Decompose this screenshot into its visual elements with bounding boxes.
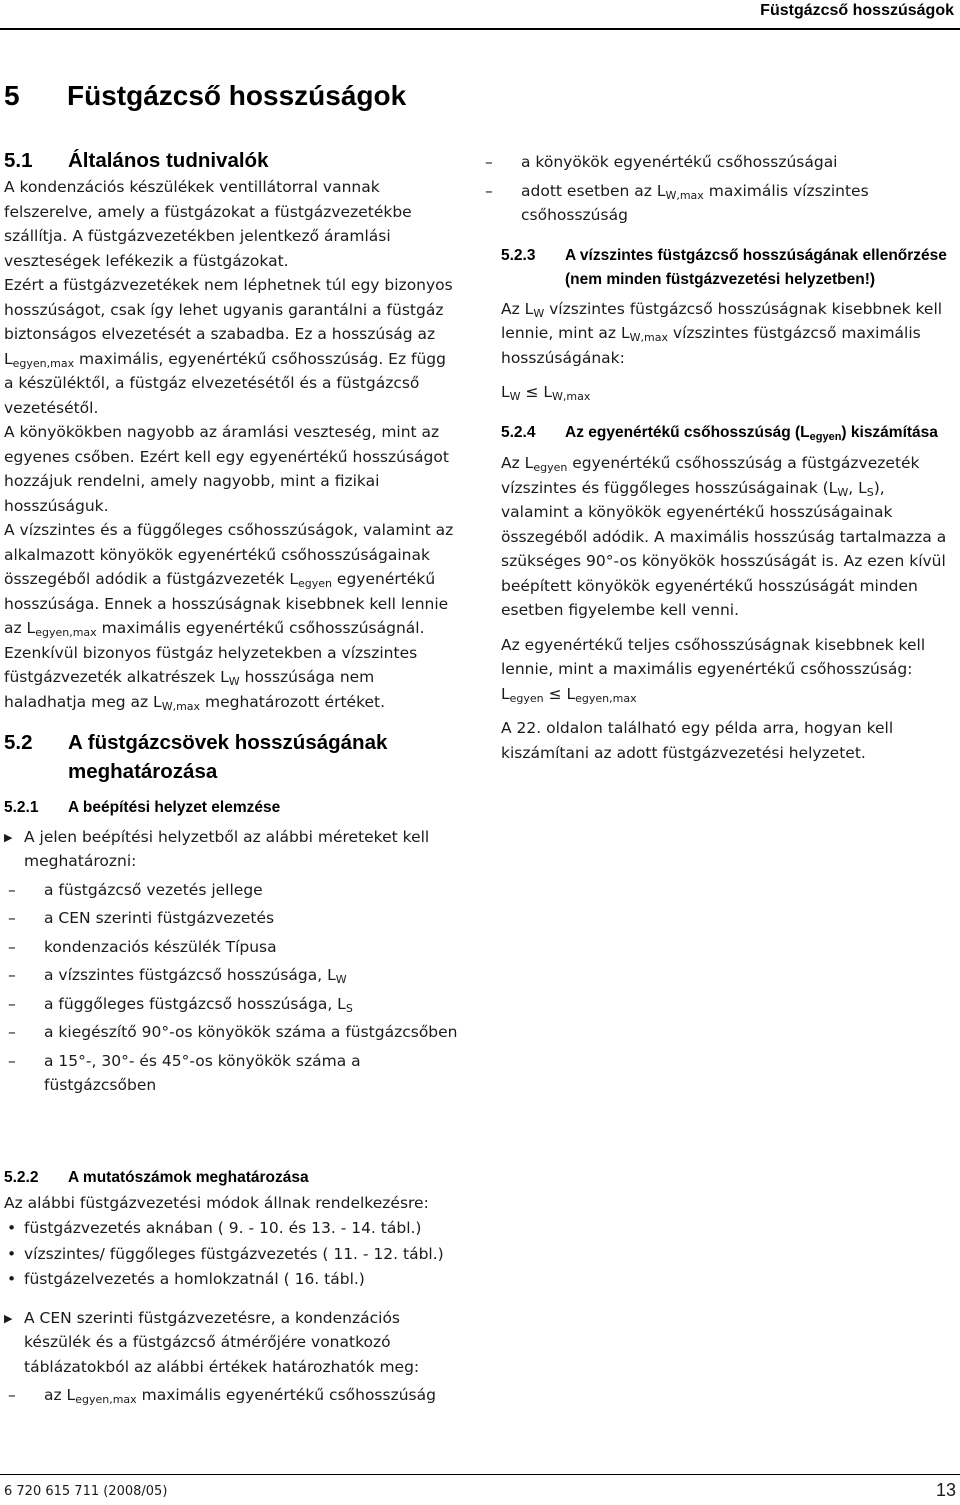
step-item: ▶ A jelen beépítési helyzetből az alábbi méreteket kell meghatározni: [4, 825, 459, 874]
s51-paragraph-2: Ezért a füstgázvezetékek nem léphetnek túl egy bizonyos hosszúságot, csak így lehet ugyanis garantálni a füstgáz biztonságos elvezetését a szabadba. Ez a hosszúság az $L_{egyen,max}$ maximális, egyenértékű csőhosszúság. Ez függ a készüléktől, a füstgáz elvezetésétől és a füstgázcső vezetésétől. [4, 276, 453, 417]
section-number: 5.2.2 [4, 1169, 39, 1186]
s524-paragraph-1: Az $L_{egyen}$ egyenértékű csőhosszúság a füstgázvezeték vízszintes és függőleges hosszúságainak ($L_W$, $L_S$), valamint a könyökök egyenértékű hosszúságainak összegéből adódik. A maximális hosszúság tartalmazza a szükséges 90°-os könyökök hosszúságát is. Az ezen kívül beépített könyökök egyenértékű hosszúságát minden esetben figyelembe kell venni. [501, 454, 947, 619]
section-title: A vízszintes füstgázcső hosszúságának ellenőrzése (nem minden füstgázvezetési helyzetben!) [565, 246, 947, 288]
section-title: A beépítési helyzet elemzése [68, 799, 281, 816]
s51-paragraph-5: Ezenkívül bizonyos füstgáz helyzetekben a vízszintes füstgázvezeték alkatrészek $L_W$ hosszúsága nem haladhatja meg az $L_{W,max}$ meghatározott értéket. [4, 643, 418, 713]
chapter-heading [4, 80, 406, 112]
list-item: – a függőleges füstgázcső hosszúsága, $L_S$ [4, 992, 459, 1017]
section-number: 5.2.3 [501, 246, 536, 264]
triangle-bullet-icon: ▶ [4, 1311, 13, 1325]
s51-paragraph-4: A vízszintes és a függőleges csőhosszúságok, valamint az alkalmazott könyökök egyenértékű csőhosszúságainak összegéből adódik a füstgázvezeték $L_{egyen}$ egyenértékű hosszúsága. Ennek a hosszúságnak kisebbnek kell lennie az $L_{egyen,max}$ maximális egyenértékű csőhosszúságnál. [4, 521, 454, 639]
section-number: 5.1 [4, 149, 33, 172]
list-item: – az $L_{egyen,max}$ maximális egyenértékű csőhosszúság [4, 1383, 459, 1408]
s524-paragraph-3: A 22. oldalon található egy példa arra, hogyan kell kiszámítani az adott füstgázvezetési helyzetet. [501, 719, 894, 762]
list-item: – a CEN szerinti füstgázvezetés [4, 906, 459, 931]
dash-icon: – [8, 1386, 16, 1404]
section-number: 5.2 [4, 731, 33, 754]
section-5-2-heading [4, 728, 459, 786]
section-5-2-2-heading [4, 1166, 459, 1191]
footer-rule [0, 1474, 960, 1475]
left-column [4, 146, 459, 1098]
dash-icon: – [8, 966, 16, 984]
dash-icon: – [8, 880, 16, 899]
dash-icon: – [8, 1023, 16, 1041]
section-number: 5.2.1 [4, 799, 39, 816]
section-5-2-4-heading [501, 421, 956, 446]
measurement-list [4, 878, 459, 1098]
s523-formula: $L_W \le L_{W,max}$ [501, 383, 591, 403]
dash-icon: – [8, 994, 16, 1013]
list-item: • vízszintes/ függőleges füstgázvezetés ( 11. - 12. tábl.) [4, 1242, 459, 1267]
page-number: 13 [935, 1480, 956, 1500]
list-item: – a vízszintes füstgázcső hosszúsága, $L_W$ [4, 963, 459, 988]
step-item: ▶ A CEN szerinti füstgázvezetésre, a kondenzációs készülék és a füstgázcső átmérőjére vonatkozó táblázatokból az alábbi értékek határozhatók meg: [4, 1306, 459, 1380]
list-item: – kondenzaciós készülék Típusa [4, 935, 459, 960]
dash-icon: – [8, 909, 16, 927]
s524-paragraph-2: Az egyenértékű teljes csőhosszúságnak kisebbnek kell lennie, mint a maximális egyenértékű csőhosszúság: [501, 635, 926, 678]
s524-formula: $L_{egyen} \le L_{egyen,max}$ [501, 684, 637, 705]
list-item: • füstgázvezetés aknában ( 9. - 10. és 13. - 14. tábl.) [4, 1216, 459, 1241]
flue-mode-list [4, 1216, 459, 1292]
section-title: A mutatószámok meghatározása [68, 1169, 309, 1186]
dash-icon: – [485, 153, 493, 171]
right-column [485, 150, 956, 765]
bullet-icon: • [7, 1244, 17, 1263]
s523-paragraph: Az $L_W$ vízszintes füstgázcső hosszúságnak kisebbnek kell lennie, mint az $L_{W,max}$ vízszintes füstgázcső maximális hosszúságának: [501, 299, 943, 367]
running-header: Füstgázcső hosszúságok [760, 2, 954, 19]
list-item: – a könyökök egyenértékű csőhosszúságai [461, 150, 956, 175]
dash-icon: – [485, 181, 493, 200]
chapter-title: Füstgázcső hosszúságok [67, 80, 407, 111]
section-5-1-heading [4, 146, 459, 175]
dash-icon: – [8, 1051, 16, 1070]
section-title: Az egyenértékű csőhosszúság $(L_{egyen})$ kiszámítása [565, 423, 938, 443]
left-column-lower [4, 1166, 459, 1408]
section-number: 5.2.4 [501, 423, 536, 441]
bullet-icon: • [7, 1219, 17, 1237]
s51-paragraph-1: A kondenzációs készülékek ventillátorral vannak felszerelve, amely a füstgázokat a füstgázvezetékbe szállítja. A füstgázvezetékben jelentkező áramlási veszteségek lefékezik a füstgázokat. [4, 178, 412, 270]
list-item: – adott esetben az $L_{W,max}$ maximális vízszintes csőhosszúság [461, 179, 956, 228]
s51-paragraph-3: A könyökökben nagyobb az áramlási veszteség, mint az egyenes csőben. Ezért kell egy egyenértékű hosszúságot hozzájuk rendelni, amely nagyobb, mint a fizikai hosszúságuk. [4, 423, 449, 515]
section-title: A füstgázcsövek hosszúságának meghatározása [68, 731, 388, 783]
list-item: • füstgázelvezetés a homlokzatnál ( 16. tábl.) [4, 1267, 459, 1292]
list-item: – a 15°-, 30°- és 45°-os könyökök száma a füstgázcsőben [4, 1049, 459, 1098]
section-5-2-1-heading [4, 796, 459, 821]
section-title: Általános tudnivalók [68, 149, 269, 172]
dash-icon: – [8, 937, 16, 956]
s522-intro: Az alábbi füstgázvezetési módok állnak rendelkezésre: [4, 1193, 429, 1212]
document-code: 6 720 615 711 (2008/05) [4, 1484, 168, 1499]
section-5-2-3-heading [501, 244, 956, 293]
list-item: – a füstgázcső vezetés jellege [4, 878, 459, 903]
bullet-icon: • [7, 1270, 17, 1288]
header-rule [0, 28, 960, 30]
triangle-bullet-icon: ▶ [4, 830, 13, 844]
list-item: – a kiegészítő 90°-os könyökök száma a füstgázcsőben [4, 1020, 459, 1045]
chapter-number: 5 [4, 80, 20, 111]
